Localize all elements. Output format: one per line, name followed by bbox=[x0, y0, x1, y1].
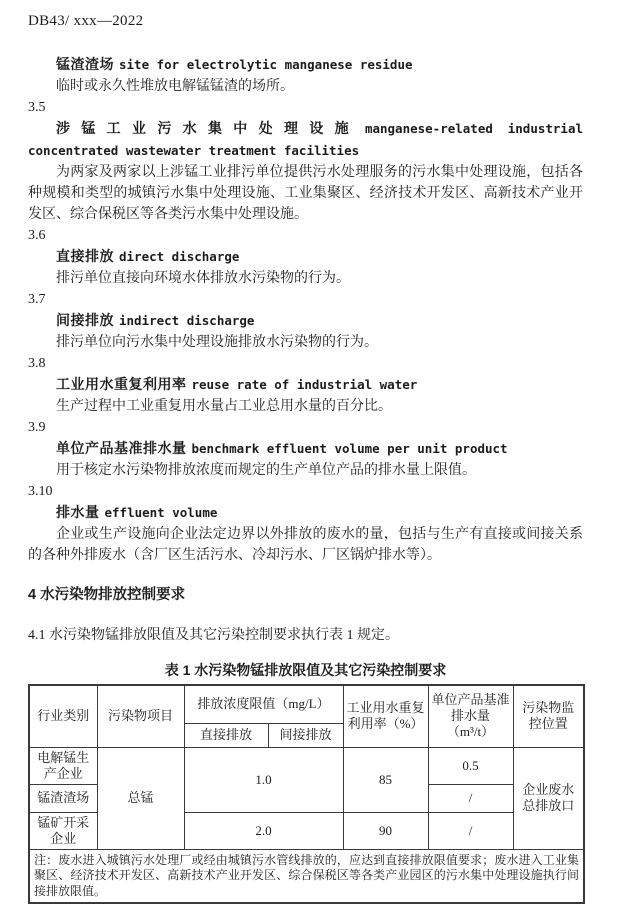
term-zh: 单位产品基准排水量 bbox=[56, 440, 187, 456]
term-en: indirect discharge bbox=[119, 313, 255, 328]
definition-text: 排污单位直接向环境水体排放水污染物的行为。 bbox=[56, 271, 350, 286]
doc-header: DB43/ xxx—2022 bbox=[28, 13, 144, 29]
term-en: effluent volume bbox=[104, 505, 218, 520]
cell-industry: 电解锰生产企业 bbox=[29, 747, 97, 784]
col-header-limit-group: 排放浓度限值（mg/L） bbox=[184, 685, 343, 723]
cell-benchmark: / bbox=[428, 784, 513, 812]
term-zh: 排水量 bbox=[56, 504, 100, 520]
limits-table bbox=[28, 684, 585, 904]
cell-pollutant: 总锰 bbox=[97, 747, 184, 849]
col-header-indirect-discharge: 间接排放 bbox=[268, 723, 343, 747]
section-3-9 bbox=[28, 417, 583, 481]
term-line bbox=[28, 246, 583, 268]
cell-monitor: 企业废水总排放口 bbox=[513, 747, 584, 849]
definition-text: 用于核定水污染物排放浓度而规定的生产单位产品的排水量上限值。 bbox=[56, 463, 476, 478]
term-zh: 直接排放 bbox=[56, 248, 114, 264]
table-note-row bbox=[29, 849, 584, 903]
cell-benchmark: / bbox=[428, 812, 513, 849]
section-3-6 bbox=[28, 225, 583, 289]
term-en: manganese-related industrial concentrated wastewater treatment facilities bbox=[28, 121, 584, 158]
term-line bbox=[28, 310, 583, 332]
term-zh: 锰渣渣场 bbox=[56, 56, 114, 72]
definition-text: 为两家及两家以上涉锰工业排污单位提供污水处理服务的污水集中处理设施，包括各种规模和类型的城镇污水集中处理设施、工业集聚区、经济技术开发区、高新技术产业开发区、综合保税区等各类污水集中处理设施。 bbox=[28, 165, 583, 222]
definition-text: 企业或生产设施向企业法定边界以外排放的废水的量，包括与生产有直接或间接关系的各种外排废水（含厂区生活污水、冷却污水、厂区锅炉排水等）。 bbox=[28, 527, 583, 563]
clause-4-1: 4.1 水污染物锰排放限值及其它污染控制要求执行表 1 规定。 bbox=[28, 628, 399, 643]
col-header-industry: 行业类别 bbox=[29, 685, 97, 747]
section-number: 3.6 bbox=[28, 228, 46, 243]
col-header-pollutant: 污染物项目 bbox=[97, 685, 184, 747]
term-line bbox=[28, 54, 583, 76]
cell-limit: 1.0 bbox=[184, 747, 343, 812]
term-en: direct discharge bbox=[119, 249, 240, 264]
table-row-electrolytic bbox=[29, 747, 584, 784]
col-header-benchmark-volume: 单位产品基准排水量（m³/t） bbox=[428, 685, 513, 747]
term-zh: 工业用水重复利用率 bbox=[56, 376, 187, 392]
term-en: benchmark effluent volume per unit product bbox=[191, 441, 508, 456]
term-line bbox=[28, 502, 583, 524]
term-zh: 涉锰工业污水集中处理设施 bbox=[56, 120, 360, 136]
table-1-title: 表 1 水污染物锰排放限值及其它污染控制要求 bbox=[164, 662, 447, 678]
section-3-7 bbox=[28, 289, 583, 353]
section-number: 3.10 bbox=[28, 484, 53, 499]
definition-text: 排污单位向污水集中处理设施排放水污染物的行为。 bbox=[56, 335, 378, 350]
term-zh: 间接排放 bbox=[56, 312, 114, 328]
section-number: 3.7 bbox=[28, 292, 46, 307]
term-en: reuse rate of industrial water bbox=[191, 377, 418, 392]
cell-industry: 锰矿开采企业 bbox=[29, 812, 97, 849]
col-header-monitor-location: 污染物监控位置 bbox=[513, 685, 584, 747]
cell-reuse: 85 bbox=[343, 747, 428, 812]
section-3-5 bbox=[28, 97, 583, 225]
term-line bbox=[28, 118, 583, 162]
term-line bbox=[28, 438, 583, 460]
section-number: 3.9 bbox=[28, 420, 46, 435]
col-header-direct-discharge: 直接排放 bbox=[184, 723, 268, 747]
table-header-row-1 bbox=[29, 685, 584, 723]
definition-text: 临时或永久性堆放电解锰锰渣的场所。 bbox=[56, 79, 294, 94]
section-number: 3.8 bbox=[28, 356, 46, 371]
term-line bbox=[28, 374, 583, 396]
section-residue-site bbox=[28, 54, 583, 97]
chapter-4-heading: 4 水污染物排放控制要求 bbox=[28, 587, 186, 603]
cell-benchmark: 0.5 bbox=[428, 747, 513, 784]
cell-industry: 锰渣渣场 bbox=[29, 784, 97, 812]
col-header-reuse-rate: 工业用水重复利用率（%） bbox=[343, 685, 428, 747]
cell-limit: 2.0 bbox=[184, 812, 343, 849]
definition-text: 生产过程中工业重复用水量占工业总用水量的百分比。 bbox=[56, 399, 392, 414]
section-3-10 bbox=[28, 481, 583, 566]
cell-reuse: 90 bbox=[343, 812, 428, 849]
section-3-8 bbox=[28, 353, 583, 417]
section-number: 3.5 bbox=[28, 100, 46, 115]
term-en: site for electrolytic manganese residue bbox=[119, 57, 413, 72]
table-note: 注：废水进入城镇污水处理厂或经由城镇污水管线排放的，应达到直接排放限值要求；废水进入工业集聚区、经济技术开发区、高新技术产业开发区、综合保税区等各类产业园区的污水集中处理设施执行间接排放限值。 bbox=[29, 849, 584, 903]
